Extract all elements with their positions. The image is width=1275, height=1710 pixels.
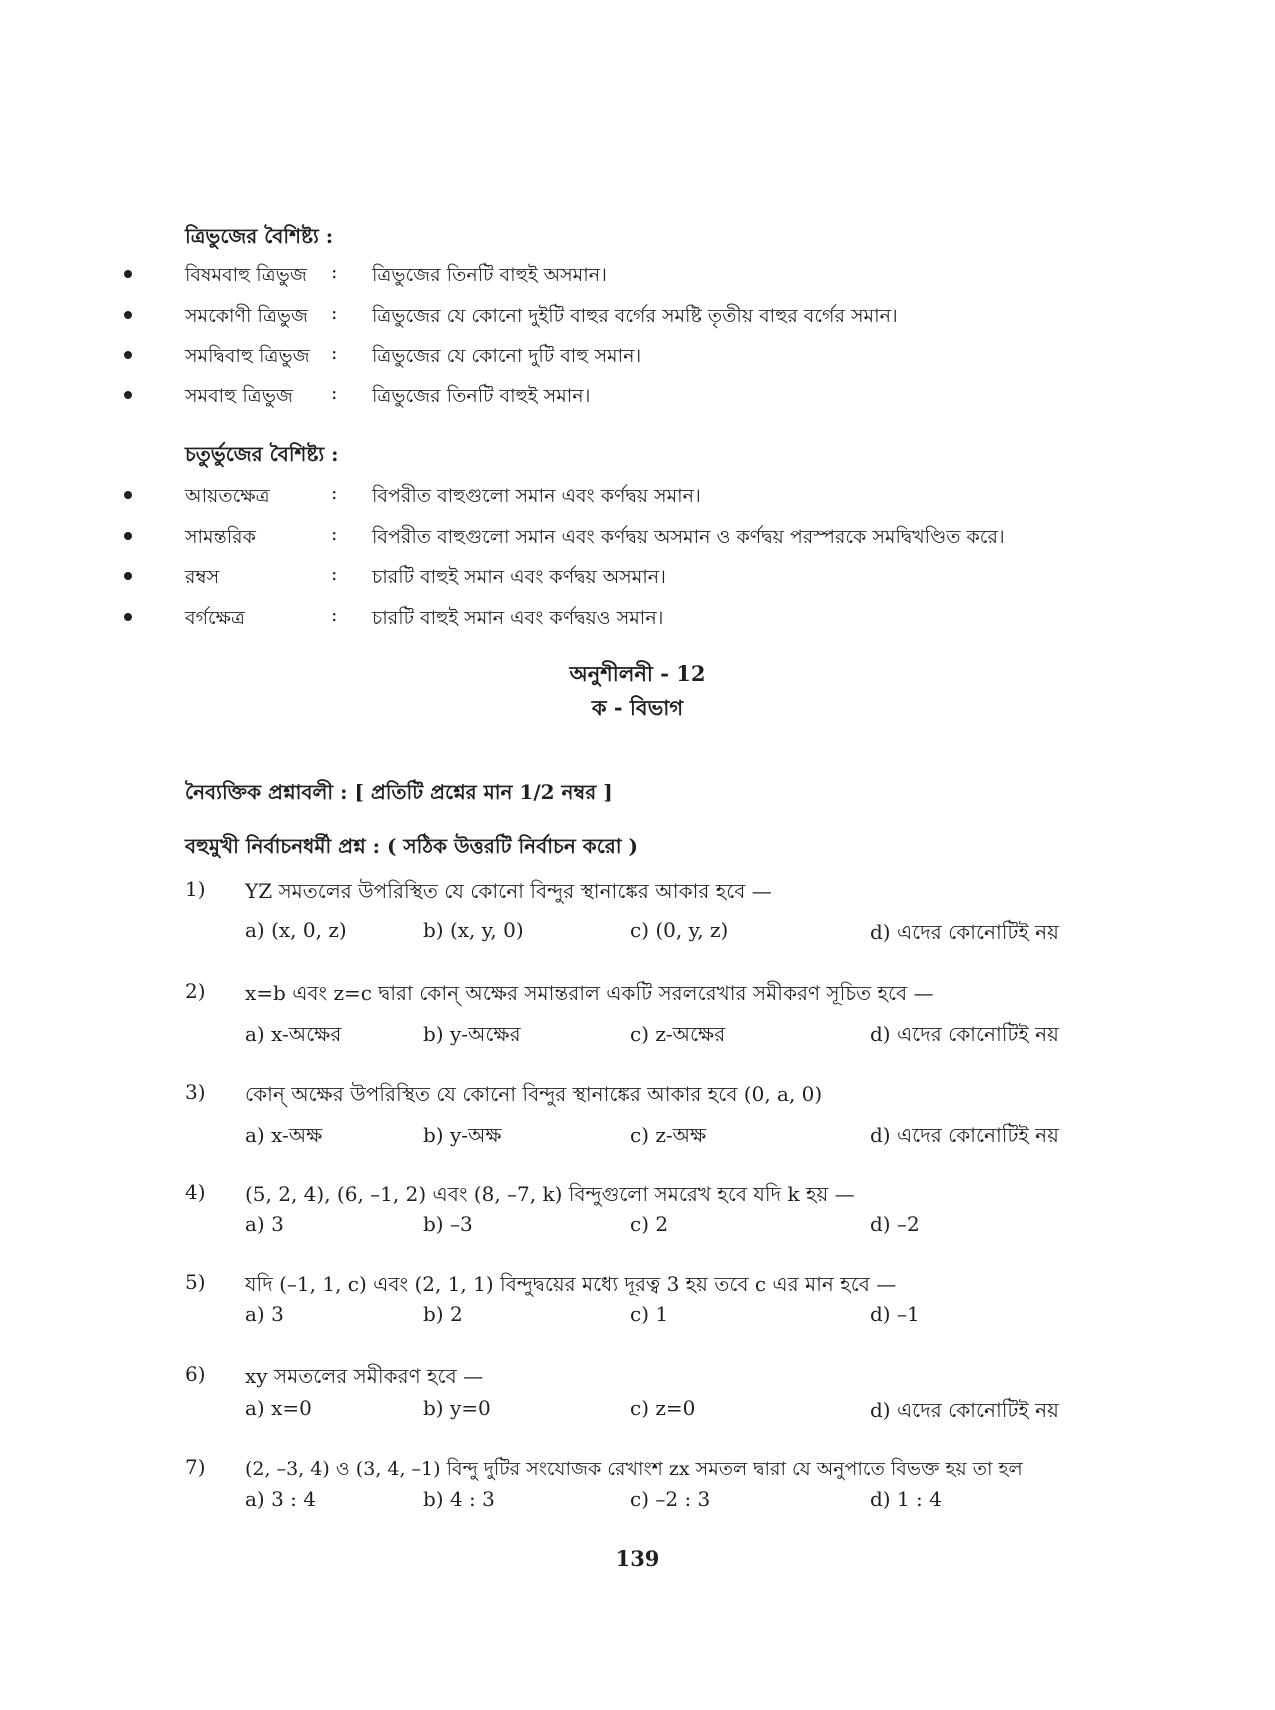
option-a: a) (x, 0, z) xyxy=(245,918,347,942)
option-d: d) –1 xyxy=(870,1302,920,1326)
description: ত্রিভুজের যে কোনো দুইটি বাহুর বর্গের সমষ্টি তৃতীয় বাহুর বর্গের সমান। xyxy=(372,305,898,327)
description: বিপরীত বাহুগুলো সমান এবং কর্ণদ্বয় সমান। xyxy=(372,485,701,507)
question-text: x=b এবং z=c দ্বারা কোন্ অক্ষের সমান্তরাল একটি সরলরেখার সমীকরণ সূচিত হবে — xyxy=(245,981,934,1005)
option-d: d) 1 : 4 xyxy=(870,1487,942,1511)
bullet-icon xyxy=(124,270,132,278)
option-d: d) এদের কোনোটিই নয় xyxy=(870,1123,1059,1147)
option-b: b) y-অক্ষ xyxy=(423,1123,502,1147)
term: বর্গক্ষেত্র xyxy=(185,607,246,629)
colon: : xyxy=(331,523,338,545)
quadrilateral-item xyxy=(0,521,1275,551)
colon: : xyxy=(331,482,338,504)
option-a: a) 3 xyxy=(245,1302,284,1326)
bullet-icon xyxy=(124,532,132,540)
description: চারটি বাহুই সমান এবং কর্ণদ্বয় অসমান। xyxy=(372,566,666,588)
triangle-properties-heading: ত্রিভুজের বৈশিষ্ট্য : xyxy=(185,224,334,248)
term: সমবাহু ত্রিভুজ xyxy=(185,385,293,407)
term: বিষমবাহু ত্রিভুজ xyxy=(185,264,307,286)
option-b: b) y-অক্ষের xyxy=(423,1022,521,1046)
colon: : xyxy=(331,382,338,404)
exercise-title: অনুশীলনী - 12 xyxy=(569,661,706,686)
term: রম্বস xyxy=(185,566,220,588)
option-c: c) 2 xyxy=(630,1212,669,1236)
colon: : xyxy=(331,563,338,585)
description: ত্রিভুজের তিনটি বাহুই সমান। xyxy=(372,385,591,407)
option-a: a) x-অক্ষের xyxy=(245,1022,342,1046)
option-b: b) (x, y, 0) xyxy=(423,918,524,942)
question-number: 4) xyxy=(185,1180,206,1204)
quadrilateral-properties-heading: চতুর্ভুজের বৈশিষ্ট্য : xyxy=(185,442,339,466)
option-b: b) –3 xyxy=(423,1212,473,1236)
bullet-icon xyxy=(124,572,132,580)
triangle-item xyxy=(0,300,1275,330)
bullet-icon xyxy=(124,613,132,621)
triangle-item xyxy=(0,380,1275,410)
option-c: c) 1 xyxy=(630,1302,669,1326)
page-number: 139 xyxy=(615,1546,660,1571)
question-number: 3) xyxy=(185,1080,206,1104)
option-a: a) x-অক্ষ xyxy=(245,1123,323,1147)
bullet-icon xyxy=(124,311,132,319)
option-c: c) –2 : 3 xyxy=(630,1487,711,1511)
description: বিপরীত বাহুগুলো সমান এবং কর্ণদ্বয় অসমান ও কর্ণদ্বয় পরস্পরকে সমদ্বিখণ্ডিত করে। xyxy=(372,526,1005,548)
bullet-icon xyxy=(124,491,132,499)
description: চারটি বাহুই সমান এবং কর্ণদ্বয়ও সমান। xyxy=(372,607,664,629)
option-c: c) z=0 xyxy=(630,1396,696,1420)
question-number: 5) xyxy=(185,1270,206,1294)
description: ত্রিভুজের তিনটি বাহুই অসমান। xyxy=(372,264,607,286)
colon: : xyxy=(331,261,338,283)
term: আয়তক্ষেত্র xyxy=(185,485,270,507)
question-number: 7) xyxy=(185,1455,206,1479)
triangle-item xyxy=(0,340,1275,370)
triangle-item xyxy=(0,259,1275,289)
option-b: b) 2 xyxy=(423,1302,463,1326)
option-a: a) 3 xyxy=(245,1212,284,1236)
question-text: (2, –3, 4) ও (3, 4, –1) বিন্দু দুটির সংযোজক রেখাংশ zx সমতল দ্বারা যে অনুপাতে বিভক্ত হয় তা হল xyxy=(245,1458,1023,1480)
option-c: c) (0, y, z) xyxy=(630,918,729,942)
colon: : xyxy=(331,342,338,364)
objective-questions-heading: নৈব্যক্তিক প্রশ্নাবলী : [ প্রতিটি প্রশ্নের মান 1/2 নম্বর ] xyxy=(185,780,613,804)
quadrilateral-item xyxy=(0,561,1275,591)
option-b: b) y=0 xyxy=(423,1396,491,1420)
option-d: d) –2 xyxy=(870,1212,920,1236)
option-b: b) 4 : 3 xyxy=(423,1487,495,1511)
quadrilateral-item xyxy=(0,480,1275,510)
option-a: a) x=0 xyxy=(245,1396,312,1420)
colon: : xyxy=(331,302,338,324)
quadrilateral-item xyxy=(0,602,1275,632)
section-title: ক - বিভাগ xyxy=(591,695,684,720)
question-text: কোন্ অক্ষের উপরিস্থিত যে কোনো বিন্দুর স্থানাঙ্কের আকার হবে (0, a, 0) xyxy=(245,1082,823,1106)
question-text: (5, 2, 4), (6, –1, 2) এবং (8, –7, k) বিন্দুগুলো সমরেখ হবে যদি k হয় — xyxy=(245,1182,855,1206)
mcq-heading: বহুমুখী নির্বাচনধর্মী প্রশ্ন : ( সঠিক উত্তরটি নির্বাচন করো ) xyxy=(185,834,638,858)
option-d: d) এদের কোনোটিই নয় xyxy=(870,1022,1059,1046)
description: ত্রিভুজের যে কোনো দুটি বাহু সমান। xyxy=(372,345,642,367)
option-d: d) এদের কোনোটিই নয় xyxy=(870,920,1059,944)
option-c: c) z-অক্ষের xyxy=(630,1022,726,1046)
option-c: c) z-অক্ষ xyxy=(630,1123,707,1147)
term: সামন্তরিক xyxy=(185,526,256,548)
bullet-icon xyxy=(124,391,132,399)
question-number: 1) xyxy=(185,877,206,901)
option-d: d) এদের কোনোটিই নয় xyxy=(870,1398,1059,1422)
question-text: xy সমতলের সমীকরণ হবে — xyxy=(245,1364,484,1388)
colon: : xyxy=(331,604,338,626)
question-number: 2) xyxy=(185,979,206,1003)
bullet-icon xyxy=(124,351,132,359)
question-text: যদি (–1, 1, c) এবং (2, 1, 1) বিন্দুদ্বয়ের মধ্যে দূরত্ব 3 হয় তবে c এর মান হবে — xyxy=(245,1272,897,1296)
option-a: a) 3 : 4 xyxy=(245,1487,316,1511)
question-number: 6) xyxy=(185,1362,206,1386)
term: সমকোণী ত্রিভুজ xyxy=(185,305,309,327)
term: সমদ্বিবাহু ত্রিভুজ xyxy=(185,345,310,367)
question-text: YZ সমতলের উপরিস্থিত যে কোনো বিন্দুর স্থানাঙ্কের আকার হবে — xyxy=(245,879,772,903)
